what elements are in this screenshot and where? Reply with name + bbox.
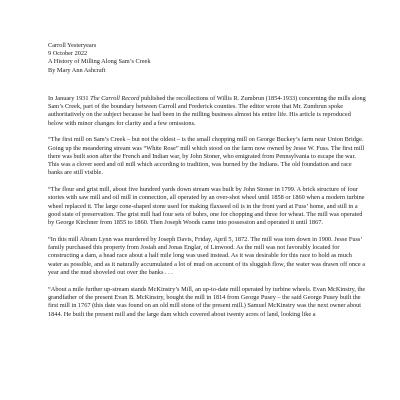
intro-text-2: published the recollections of Willis R. Zumbrun (1854-1933) concerning the mills along Sam’s Creek, part of the boundary between Carroll and Frederick counties. The editor wrote that Mr. Zumbrun spoke authoritatively on the subject because he had been in the milling business almost his entire life. His article is reproduced below with minor changes for clarity and a few omissions.: [48, 94, 366, 127]
column-title: Carroll Yesteryears: [48, 42, 97, 49]
article-header: [48, 42, 366, 75]
body-paragraph: “About a mile further up-stream stands McKinstry’s Mill, an up-to-date mill operated by turbine wheels. Evan McKinstry, the grandfather of the present Evan B. McKinstry, bought the mill in 1814 from George Pusey – the said George Pusey built the first mill in 1767 (this date was found on an old mill stone of the present mill.) Samuel McKinstry was the next owner about 1844. He built the present mill and the large dam which covered about twenty acres of land, looking like a: [48, 285, 366, 318]
article-date: 9 October 2022: [48, 50, 88, 58]
article-title: A History of Milling Along Sam’s Creek: [48, 58, 151, 66]
body-paragraph: “The first mill on Sam’s Creek – but not the oldest – is the small chopping mill on George Buckey’s farm near Union Bridge. Going up the meandering stream was “White Rose” mill which stood on the farm now owned by Jesse W. Fuss. The first mill there was built soon after the French and Indian war, by John Stoner, who emigrated from Pennsylvania to escape the war. This was a clover seed and oil mill which according to tradition, was burned by the Indians. The old foundation and race banks are still visible.: [48, 136, 365, 177]
body-paragraph: “The flour and grist mill, about five hundred yards down stream was built by John Stoner in 1799. A brick structure of four stories with saw mill and oil mill in connection, all operated by an over-shot wheel until 1858 or 1860 when a modern turbine wheel replaced it. The large cone-shaped stone used for making flaxseed oil is in the front yard at Fuss’ home, and still in a good state of preservation. The grist mill had four sets of buhrs, one for chopping and three for wheat. The mill was operated by George Kirchner from 1855 to 1860. Then Joseph Woods came into possession and operated it until 1867.: [48, 186, 365, 227]
header-spacer: [48, 75, 366, 95]
byline: By Mary Ann Ashcraft: [48, 66, 106, 74]
body-paragraph: “In this mill Abram Lynn was murdered by Joseph Davis, Friday, April 5, 1872. The mill was torn down in 1900. Jesse Fuss’ family purchased this property from Josiah and Jonas Englar, of Linwood. As the mill was not favorably located for constructing a dam, a head race about a half mile long was used instead. As it was desirable for this race to hold as much water as possible, and as it naturally accumulated a lot of mud on account of its sluggish flow, the water was drawn off once a year and the mud shoveled out over the banks . . .: [48, 235, 366, 277]
intro-text-1: In January 1931: [48, 94, 91, 102]
intro-paragraph: [48, 95, 366, 128]
publication-name: The Carroll Record: [90, 94, 140, 102]
